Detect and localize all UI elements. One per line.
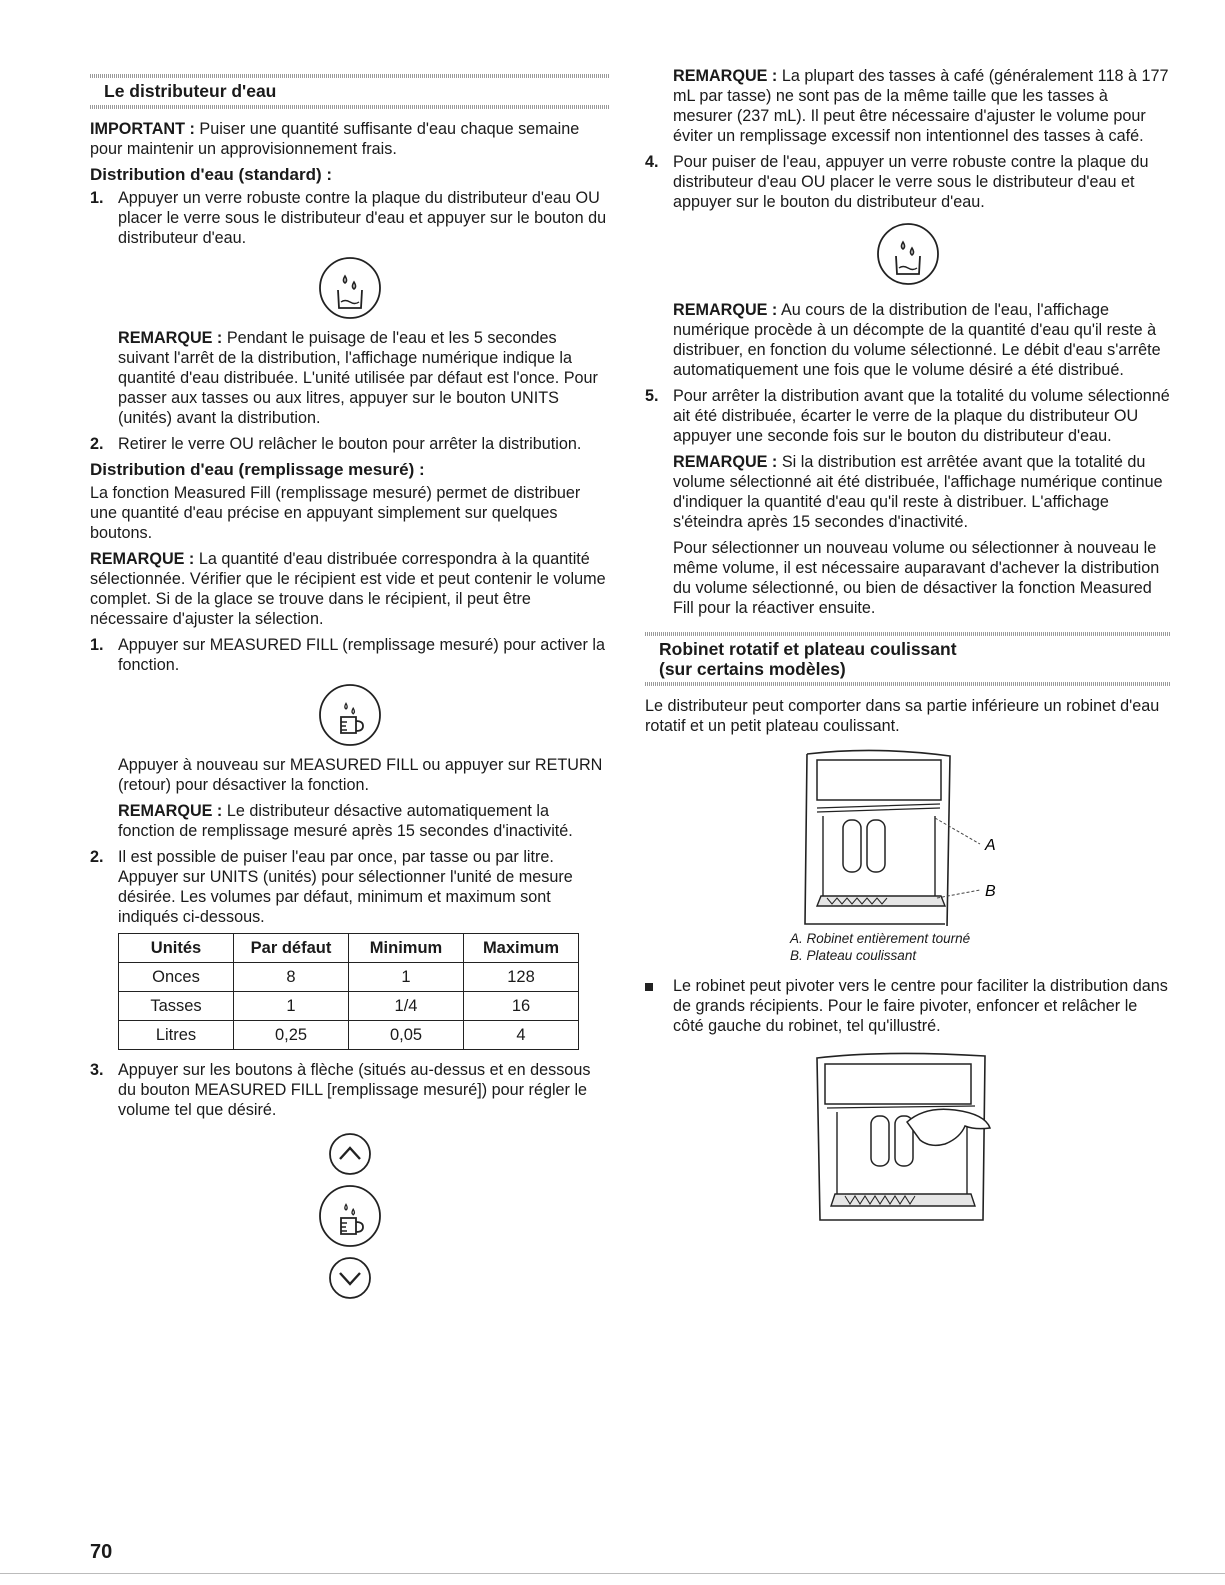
list-item: 2. Retirer le verre OU relâcher le bouton pour arrêter la distribution. bbox=[90, 435, 582, 453]
column-header: Unités bbox=[119, 934, 234, 963]
arrow-down-icon bbox=[328, 1256, 372, 1300]
dispenser-illustration bbox=[645, 746, 1170, 926]
table-cell: 8 bbox=[234, 963, 349, 992]
intro-paragraph: La fonction Measured Fill (remplissage mesuré) permet de distribuer une quantité d'eau précise en appuyant simplement sur quelques boutons. bbox=[90, 484, 581, 542]
section-title: Robinet rotatif et plateau coulissant (sur certains modèles) bbox=[659, 639, 957, 679]
note-paragraph: REMARQUE : La plupart des tasses à café (généralement 118 à 177 mL par tasse) ne sont pas de la même taille que les tasses à mesurer (237 mL). Il peut être nécessaire d'ajuster le volume pour éviter un remplissage excessif non intentionnel des tasses à café. bbox=[673, 67, 1169, 145]
callout-a: A bbox=[985, 837, 996, 854]
water-glass-icon bbox=[876, 222, 940, 286]
table-row bbox=[119, 1021, 579, 1050]
measured-fill-icon bbox=[318, 1184, 382, 1248]
section-divider bbox=[90, 105, 610, 109]
column-header: Maximum bbox=[464, 934, 579, 963]
callout-b: B bbox=[985, 883, 996, 900]
paragraph: Pour sélectionner un nouveau volume ou sélectionner à nouveau le même volume, il est nécessaire auparavant d'achever la distribution du volume sélectionné, ou bien de désactiver la fonction Measured Fill pour la réactiver ensuite. bbox=[673, 539, 1160, 617]
list-item: 1. Appuyer un verre robuste contre la plaque du distributeur d'eau OU placer le verre sous le distributeur d'eau et appuyer sur le bouton du distributeur d'eau. bbox=[90, 189, 607, 247]
note-paragraph: REMARQUE : Au cours de la distribution de l'eau, l'affichage numérique procède à un décompte de la quantité d'eau qu'il reste à distribuer, en fonction du volume sélectionné. Le débit d'eau s'arrête automatiquement une fois que le volume désiré a été distribué. bbox=[673, 301, 1161, 379]
intro-paragraph: Le distributeur peut comporter dans sa partie inférieure un robinet d'eau rotatif et un petit plateau coulissant. bbox=[645, 697, 1160, 735]
arrow-up-icon bbox=[328, 1132, 372, 1176]
paragraph: Appuyer à nouveau sur MEASURED FILL ou appuyer sur RETURN (retour) pour désactiver la fonction. bbox=[118, 756, 603, 794]
table-cell: 4 bbox=[464, 1021, 579, 1050]
list-item: 3. Appuyer sur les boutons à flèche (situés au-dessus et en dessous du bouton MEASURED FILL [remplissage mesuré]) pour régler le volume tel que désiré. bbox=[90, 1061, 591, 1119]
list-item: 5. Pour arrêter la distribution avant que la totalité du volume sélectionné ait été distribuée, écarter le verre de la plaque du distributeur OU appuyer une seconde fois sur le bouton du distributeur d'eau. bbox=[645, 387, 1170, 445]
table-cell: 1 bbox=[349, 963, 464, 992]
measured-fill-icon bbox=[318, 683, 382, 747]
list-item: 1. Appuyer sur MEASURED FILL (remplissage mesuré) pour activer la fonction. bbox=[90, 636, 605, 674]
table-cell: 16 bbox=[464, 992, 579, 1021]
list-item: 2. Il est possible de puiser l'eau par once, par tasse ou par litre. Appuyer sur UNITS (unités) pour sélectionner l'unité de mesure désirée. Les volumes par défaut, minimum et maximum sont indiqués ci-dessous. bbox=[90, 848, 573, 926]
page-number: 70 bbox=[90, 1541, 113, 1563]
note-paragraph: REMARQUE : Si la distribution est arrêtée avant que la totalité du volume sélectionné ait été distribuée, l'affichage numérique continue d'indiquer la quantité d'eau qu'il reste à distribuer. L'affichage s'éteindra après 15 secondes d'inactivité. bbox=[673, 453, 1163, 531]
bullet-item: Le robinet peut pivoter vers le centre pour faciliter la distribution dans de grands récipients. Pour le faire pivoter, enfoncer et relâcher le côté gauche du robinet, tel qu'illustré. bbox=[645, 976, 1170, 1036]
note-paragraph: REMARQUE : Pendant le puisage de l'eau et les 5 secondes suivant l'arrêt de la distribution, l'affichage numérique indique la quantité d'eau distribuée. L'unité utilisée par défaut est l'once. Pour passer aux tasses ou aux litres, appuyer sur le bouton UNITS (unités) avant la distribution. bbox=[118, 329, 598, 427]
list-item: 4. Pour puiser de l'eau, appuyer un verre robuste contre la plaque du distributeur d'eau OU placer le verre sous le distributeur d'eau et appuyer sur le bouton du distributeur d'eau. bbox=[645, 153, 1149, 211]
table-cell: 1 bbox=[234, 992, 349, 1021]
figure-caption: A. Robinet entièrement tourné B. Plateau coulissant bbox=[790, 931, 971, 963]
note-paragraph: REMARQUE : Le distributeur désactive automatiquement la fonction de remplissage mesuré après 15 secondes d'inactivité. bbox=[118, 802, 573, 840]
section-title: Le distributeur d'eau bbox=[104, 81, 277, 101]
table-row bbox=[119, 963, 579, 992]
table-header-row bbox=[119, 934, 579, 963]
note-paragraph: REMARQUE : La quantité d'eau distribuée correspondra à la quantité sélectionnée. Vérifier que le récipient est vide et peut contenir le volume complet. Si de la glace se trouve dans le récipient, il peut être nécessaire d'ajuster la sélection. bbox=[90, 550, 606, 628]
column-header: Par défaut bbox=[234, 934, 349, 963]
column-header: Minimum bbox=[349, 934, 464, 963]
subheading-standard: Distribution d'eau (standard) : bbox=[90, 165, 333, 184]
section-divider bbox=[645, 682, 1170, 686]
important-paragraph: IMPORTANT : Puiser une quantité suffisante d'eau chaque semaine pour maintenir un approvisionnement frais. bbox=[90, 120, 580, 158]
table-cell: 0,25 bbox=[234, 1021, 349, 1050]
table-cell: 1/4 bbox=[349, 992, 464, 1021]
left-column bbox=[90, 0, 610, 1308]
table-cell: 128 bbox=[464, 963, 579, 992]
table-cell: Litres bbox=[119, 1021, 234, 1050]
subheading-measured: Distribution d'eau (remplissage mesuré) : bbox=[90, 460, 425, 479]
table-cell: 0,05 bbox=[349, 1021, 464, 1050]
table-cell: Onces bbox=[119, 963, 234, 992]
right-column bbox=[645, 0, 1170, 1223]
table-row bbox=[119, 992, 579, 1021]
dispenser-hand-illustration bbox=[645, 1048, 1170, 1223]
bottom-rule bbox=[0, 1573, 1225, 1574]
volume-table bbox=[118, 933, 579, 1050]
table-cell: Tasses bbox=[119, 992, 234, 1021]
water-glass-icon bbox=[318, 256, 382, 320]
